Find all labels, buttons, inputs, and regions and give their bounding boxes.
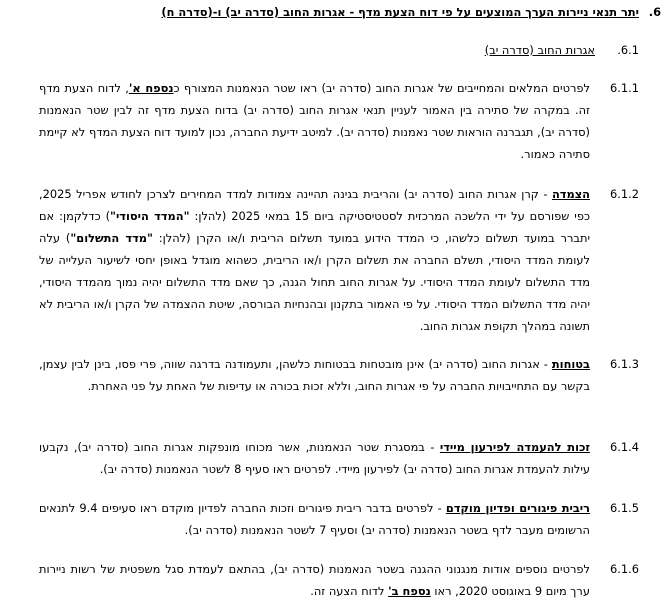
subsection-number: 6.1. (617, 43, 639, 57)
clause-6-1-3 (39, 353, 639, 397)
clause-text: זכות להעמדה לפירעון מיידי - במסגרת שטר הנאמנות, אשר מכוחו מונפקות אגרות החוב (סדרה יב), נקבעו עילות להעמדת אגרות החוב (סדרה יב) לפירעון מיידי. לפרטים ראו סעיף 8 לשטר הנאמנות (סדרה יב). (39, 440, 590, 476)
clause-text: בטוחות - אגרות החוב (סדרה יב) אינן מובטחות בבטוחות כלשהן, ותעמודנה בדרגה שווה, פרי פסו, בינן לבין עצמן, בקשר עם התחייבויות החברה על פי אגרות החוב, וללא זכות בכורה או עדיפות של האחת על פני האחרת. (39, 357, 590, 393)
clause-text: ריבית פיגורים ופדיון מוקדם - לפרטים בדבר ריבית פיגורים וזכות החברה לפדיון מוקדם ראו סעיפים 9.4 לתנאים הרשומים מעבר לדף בשטר הנאמנות (סדרה יב) וסעיף 7 לשטר הנאמנות (סדרה יב). (39, 501, 590, 537)
clause-number: 6.1.1 (610, 81, 639, 95)
clause-6-1-6 (39, 558, 639, 602)
base-index-term: "המדד היסודי" (110, 209, 190, 223)
clause-6-1-4 (39, 436, 639, 480)
clause-number: 6.1.2 (610, 187, 639, 201)
clause-lead: זכות להעמדה לפירעון מיידי (439, 440, 590, 454)
clause-lead: ריבית פיגורים ופדיון מוקדם (445, 501, 590, 515)
section-number: 6. (648, 5, 661, 19)
clause-number: 6.1.4 (610, 440, 639, 454)
clause-6-1-5 (39, 497, 639, 541)
subsection-heading (485, 40, 639, 60)
clause-number: 6.1.6 (610, 562, 639, 576)
clause-6-1-2 (39, 183, 639, 337)
clause-number: 6.1.5 (610, 501, 639, 515)
section-heading (6, 2, 661, 22)
clause-text: הצמדה - קרן אגרות החוב (סדרה יב) והריבית בגינה תהיינה צמודות למדד המחירים לצרכן לחודש אפריל 2025, כפי שפורסם על ידי הלשכה המרכזית לסטטיסטיקה ביום 15 במאי 2025 (להלן: "המדד היסודי") כדלקמן: אם יתברר במועד תשלום כלשהו, כי המדד הידוע במועד תשלום הריבית ו/או הקרן (להלן: "מדד התשלום") עלה לעומת המדד היסודי, תשלם החברה את תשלום הקרן ו/או הריבית, כשהוא מוגדל באופן יחסי לשיעור העלייה של מדד התשלום לעומת המדד היסודי. על אגרות החוב תחול הגנה, כך שאם מדד התשלום יהיה נמוך מהמדד היסודי, יהיה מדד התשלום המדד היסודי. על פי האמור בתקנון ובהנחיות הבורסה, שיטת ההצמדה של הקרן ו/או הריבית לא תשונה במהלך תקופת אגרות החוב. (39, 187, 590, 333)
clause-text: לפרטים נוספים אודות מנגנוני ההגנה בשטר הנאמנות (סדרה יב), בהתאם לעמדת סגל משפטית של רשות ניירות ערך מיום 9 באוגוסט 2020, ראו נספח ב' לדוח הצעה זה. (39, 562, 590, 598)
clause-number: 6.1.3 (610, 357, 639, 371)
clause-lead: בטוחות (551, 357, 590, 371)
subsection-title: אגרות החוב (סדרה יב) (484, 43, 595, 57)
appendix-b-reference: נספח ב' (388, 584, 431, 598)
section-title: יתר תנאי ניירות הערך המוצעים על פי דוח הצעת מדף - אגרות החוב (סדרה יב) ו-(סדרה ח) (161, 5, 639, 19)
payment-index-term: "מדד התשלום" (70, 231, 153, 245)
clause-6-1-1 (39, 77, 639, 165)
clause-lead: הצמדה (551, 187, 590, 201)
clause-text: לפרטים המלאים והמחייבים של אגרות החוב (סדרה יב) ראו שטר הנאמנות המצורף כנספח א', לדוח הצעת מדף זה. במקרה של סתירה בין האמור לעניין תנאי אגרות החוב (סדרה יב) בדוח הצעת מדף זה לבין שטר הנאמנות (סדרה יב), תגברנה הוראות שטר נאמנות (סדרה יב). למיטב ידיעת החברה, נכון למועד דוח הצעת המדף לא קיימת סתירה כאמור. (39, 81, 591, 161)
appendix-a-reference: נספח א' (128, 81, 174, 95)
